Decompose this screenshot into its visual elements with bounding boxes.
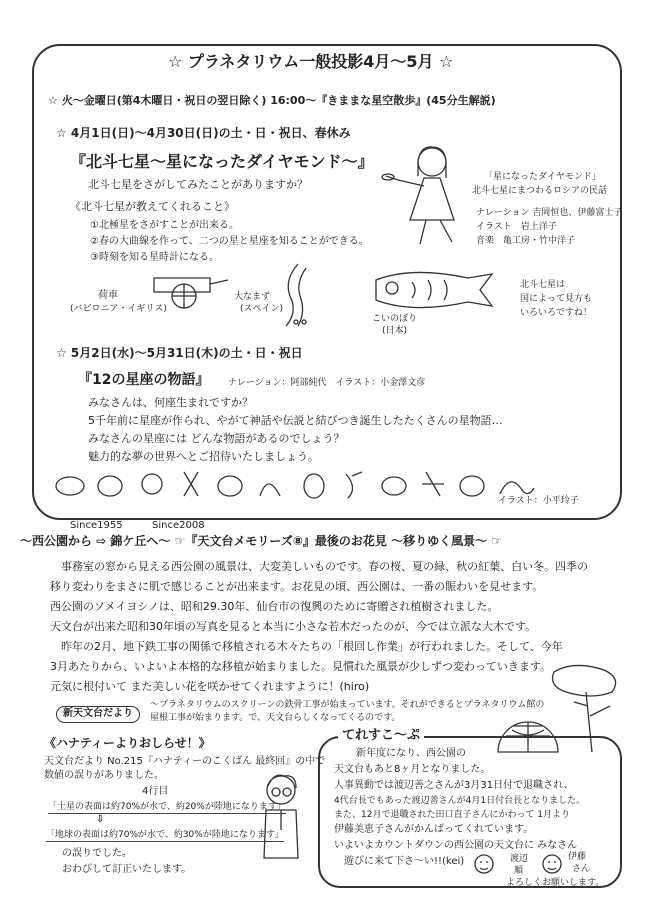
countries-note-3: いろいろですね！ (520, 308, 592, 318)
program1-music: 音楽 亀工房・竹中洋子 (476, 236, 576, 246)
program1-point-2: ②春の大曲線を作って、二つの星と星座を知ることができる。 (90, 236, 369, 247)
program1-credit-sub: 北斗七星にまつわるロシアの民話 (472, 186, 608, 196)
memo-line-2: 移り変わりをまさに肌で感じることが出来ます。お花見の頃、西公園は、一番の賑わいを見せます。 (50, 580, 544, 593)
program2-credits: ナレーション：阿部純代 イラスト：小金澤文彦 (228, 378, 426, 388)
countries-note-1: 北斗七星は (520, 280, 566, 290)
catfish-illustration (268, 262, 318, 330)
weekday-schedule: ☆ 火～金曜日(第4木曜日・祝日の翌日除く) 16:00～『きままな星空散歩』(45分生解説) (48, 94, 496, 107)
staff1-name-1: 渡辺 (510, 854, 529, 864)
memo-line-6: 3月あたりから、いよいよ本格的な移植が始まりました。見慣れた風景が少しずつ変わっていきます。 (50, 660, 552, 673)
dayori-line-1: ～プラネタリウムのスクリーンの鉄骨工事が始まっています。それができるとプラネタリウム館の (150, 700, 545, 710)
koinobori-illustration (372, 270, 496, 312)
since-2008: Since2008 (152, 520, 205, 531)
dayori-line-2: 屋根工事が始まります。で、天文台らしくなってくるのです。 (150, 713, 401, 723)
hanati-wrong-text: 「土星の表面は約70%が水で、約20%が陸地になります」 (48, 802, 286, 814)
staff2-name-1: 伊藤 (568, 852, 587, 862)
program2-line-3: みなさんの星座には どんな物語があるのでしょう？ (88, 432, 345, 445)
program1-narration: ナレーション 吉岡恒也、伊藤富士子 (476, 208, 623, 218)
telesco-heading: てれすこ～ぷ (338, 728, 424, 744)
program1-question: 北斗七星をさがしてみたことがありますか？ (88, 178, 308, 191)
telesco-line-8: 遊びに来て下さ～い!!(kei) (344, 856, 465, 867)
program1-credit-title: 「星になったダイヤモンド」 (484, 172, 601, 182)
telesco-line-2: 天文台もあと8ヶ月となりました。 (334, 764, 491, 775)
program1-illustration: イラスト 岩上洋子 (476, 222, 557, 232)
zodiac-illustrations (52, 468, 572, 500)
girl-illustration (380, 140, 480, 250)
program1-teaches-heading: 《北斗七星が教えてくれること》 (70, 200, 235, 213)
dayori-label: 新天文台だより (56, 706, 140, 723)
hanati-illustration (256, 770, 306, 860)
program2-title: 『12の星座の物語』 (78, 372, 210, 388)
memo-line-7: 元気に根付いて また美しい花を咲かせてくれますように！(hiro) (50, 680, 370, 693)
countries-note-2: 国によって見方も (520, 294, 593, 304)
memo-line-3: 西公園のソメイヨシノは、昭和29.30年、仙台市の復興のために寄贈され植樹されました。 (50, 600, 499, 613)
down-arrow: ⇩ (96, 814, 105, 825)
program2-line-4: 魅力的な夢の世界へとご招待いたしましょう。 (88, 450, 319, 463)
telesco-line-5: また、12月で退職された田口直子さんにかわって 1月より (334, 810, 570, 820)
telesco-line-4: 4代台長でもあった渡辺善さんが4月1日付台長となりました。 (334, 796, 586, 806)
program1-title: 『北斗七星～星になったダイヤモンド～』 (70, 152, 374, 171)
program2-line-2: 5千年前に星座が作られ、やがて神話や伝説と結びつき誕生したたくさんの星物語… (88, 414, 503, 427)
chariot-label: 荷車 (98, 290, 118, 301)
may-period: ☆ 5月2日(水)～5月31日(木)の土・日・祝日 (56, 346, 303, 360)
program2-illust-credit: イラスト：小平玲子 (498, 496, 579, 506)
program1-point-3: ③時刻を知る星時計になる。 (90, 252, 219, 263)
hanati-closing-1: の誤りでした。 (62, 848, 132, 859)
hanati-line-1: 天文台だより No.215『ハナティーのこくばん 最終回』の中で (44, 756, 326, 767)
program2-line-1: みなさんは、何座生まれですか？ (88, 396, 253, 409)
dome-tree-illustration (494, 666, 624, 756)
program1-point-1: ①北極星をさがすことが出来る。 (90, 220, 239, 231)
telesco-line-3: 人事異動では渡辺善之さんが3月31日付で退職され、 (334, 780, 574, 791)
hanati-closing-2: おわびして訂正いたします。 (62, 864, 192, 875)
catfish-label: 大なまず (234, 292, 271, 302)
telesco-line-7: いよいよカウントダウンの西公園の天文台に みなさん (334, 840, 578, 851)
april-period: ☆ 4月1日(日)～4月30日(日)の土・日・祝日、春休み (56, 126, 351, 140)
memo-heading: ～西公園から ⇨ 錦ケ丘へ～ ☞『天文台メモリーズ⑧』最後のお花見 ～移りゆく風景～ ☞ (20, 534, 503, 548)
telesco-greeting: よろしくお願いします。 (506, 878, 605, 888)
chariot-label-sub: (バビロニア・イギリス) (70, 304, 167, 314)
koinobori-label-sub: (日本) (382, 326, 408, 336)
catfish-label-sub: (スペイン) (240, 304, 284, 314)
hanati-row-label: 4行目 (142, 786, 169, 797)
telesco-line-1: 新年度になり、西公園の (356, 748, 466, 759)
hanati-line-2: 数値の誤りがありました。 (44, 770, 164, 781)
memo-line-4: 天文台が出来た昭和30年頃の写真を見ると本当に小さな若木だったのが、今では立派な大木です。 (50, 620, 537, 633)
since-1955: Since1955 (70, 520, 123, 531)
staff1-name-2: 順 (514, 866, 524, 876)
memo-line-5: 昨年の2月、地下鉄工事の関係で移植される木々たちの「根回し作業」が行われました。そして、今年 (50, 640, 563, 653)
koinobori-label: こいのぼり (372, 314, 418, 324)
staff2-name-2: さん (572, 864, 591, 874)
hanati-heading: 《ハナティーよりおしらせ！》 (44, 736, 211, 750)
planetarium-title: ☆ プラネタリウム一般投影4月～5月 ☆ (162, 52, 459, 72)
memo-line-1: 事務室の窓から見える西公園の風景は、大変美しいものです。春の桜、夏の緑、秋の紅葉、白い冬。四季の (50, 560, 589, 573)
hanati-right-text: 「地球の表面は約70%が水で、約30%が陸地になります」 (46, 830, 284, 842)
telesco-line-6: 伊藤美恵子さんがかんばってくれています。 (334, 824, 534, 835)
